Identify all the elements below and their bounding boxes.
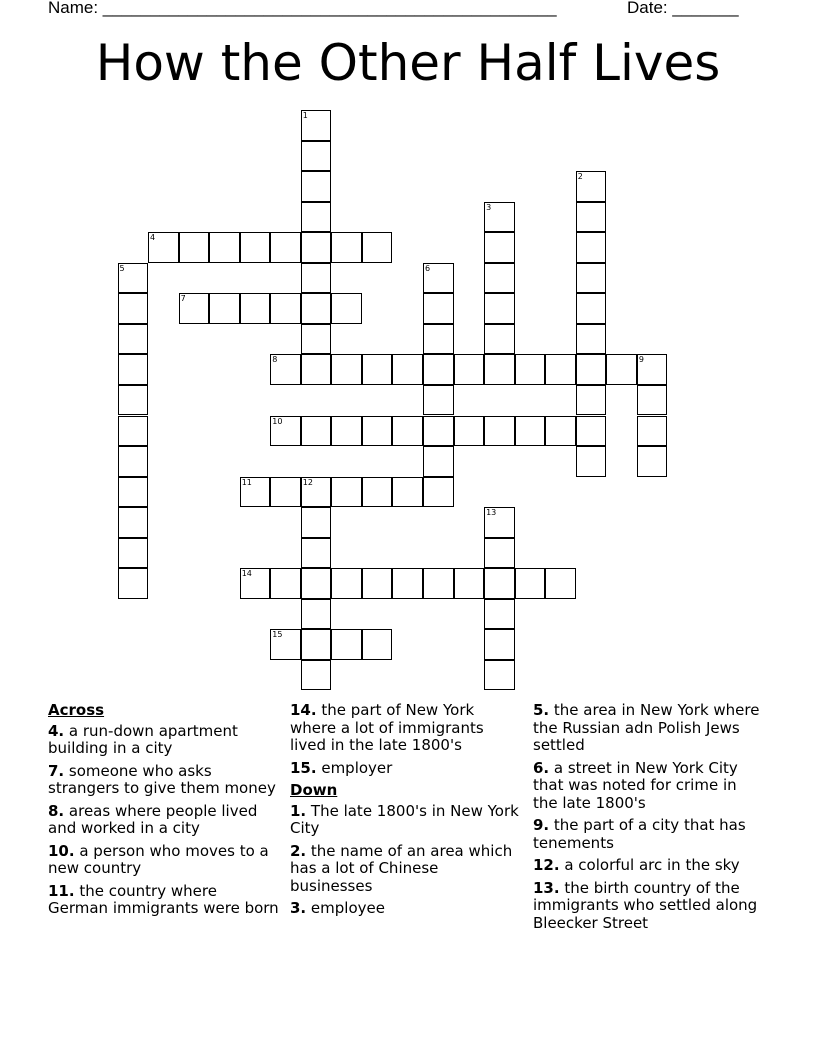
grid-cell[interactable] <box>301 232 332 263</box>
clue-column-1 <box>48 702 280 923</box>
grid-cell[interactable] <box>545 416 576 447</box>
grid-cell[interactable] <box>576 293 607 324</box>
grid-cell[interactable] <box>454 354 485 385</box>
clue-text: a person who moves to a new country <box>48 841 269 877</box>
grid-cell[interactable] <box>484 263 515 294</box>
name-field[interactable]: Name: ________________________________________________ <box>48 0 557 17</box>
clue-down-12 <box>533 857 765 875</box>
grid-cell[interactable] <box>118 324 149 355</box>
grid-cell[interactable] <box>118 385 149 416</box>
clue-across-14 <box>290 702 522 755</box>
grid-cell[interactable] <box>240 293 271 324</box>
grid-cell[interactable] <box>301 263 332 294</box>
grid-cell[interactable] <box>576 446 607 477</box>
grid-cell[interactable] <box>454 568 485 599</box>
clue-across-4 <box>48 723 280 758</box>
grid-cell[interactable] <box>301 660 332 691</box>
grid-cell[interactable] <box>270 568 301 599</box>
clue-number-1: 1 <box>302 111 308 120</box>
grid-cell[interactable] <box>362 568 393 599</box>
grid-cell[interactable] <box>392 477 423 508</box>
clue-number-10: 10 <box>272 416 283 426</box>
clue-number-9: 9 <box>638 355 644 365</box>
grid-cell[interactable] <box>484 629 515 660</box>
clue-number: 4. <box>48 721 65 740</box>
grid-cell[interactable] <box>423 385 454 416</box>
grid-cell[interactable] <box>270 293 301 324</box>
clue-down-5 <box>533 702 765 755</box>
grid-cell[interactable] <box>392 568 423 599</box>
grid-cell[interactable] <box>484 354 515 385</box>
clue-number: 12. <box>533 856 560 874</box>
clue-number: 5. <box>533 701 550 719</box>
clue-down-6 <box>533 760 765 813</box>
clue-across-7 <box>48 763 280 798</box>
grid-cell[interactable] <box>637 385 668 416</box>
grid-cell[interactable] <box>545 568 576 599</box>
grid-cell[interactable] <box>392 416 423 447</box>
grid-cell[interactable] <box>301 171 332 202</box>
grid-cell[interactable] <box>576 416 607 447</box>
clue-text: a run-down apartment building in a city <box>48 721 238 757</box>
grid-cell[interactable] <box>423 416 454 447</box>
grid-cell[interactable] <box>331 293 362 324</box>
grid-cell[interactable] <box>301 507 332 538</box>
grid-cell[interactable] <box>576 324 607 355</box>
grid-cell[interactable] <box>423 324 454 355</box>
clue-text: employee <box>306 899 385 917</box>
clue-number-6: 6 <box>425 263 431 273</box>
clue-text: the name of an area which has a lot of Chinese businesses <box>290 841 513 895</box>
grid-cell[interactable] <box>515 416 546 447</box>
grid-cell[interactable] <box>515 354 546 385</box>
grid-cell[interactable] <box>118 568 149 599</box>
clue-text: a colorful arc in the sky <box>559 856 740 874</box>
grid-cell[interactable] <box>118 538 149 569</box>
clue-column-3 <box>533 702 765 937</box>
clue-column-2 <box>290 702 522 923</box>
grid-cell[interactable] <box>270 232 301 263</box>
grid-cell[interactable] <box>331 232 362 263</box>
clue-number-2: 2 <box>577 172 583 182</box>
grid-cell[interactable] <box>392 354 423 385</box>
grid-cell[interactable] <box>362 232 393 263</box>
grid-cell[interactable] <box>301 538 332 569</box>
clue-number-11: 11 <box>241 477 252 487</box>
grid-cell[interactable] <box>270 477 301 508</box>
grid-cell[interactable] <box>484 660 515 691</box>
clue-number: 14. <box>290 701 317 719</box>
grid-cell[interactable] <box>606 354 637 385</box>
grid-cell[interactable] <box>209 293 240 324</box>
grid-cell[interactable] <box>331 477 362 508</box>
clue-across-8 <box>48 803 280 838</box>
grid-cell[interactable] <box>423 293 454 324</box>
grid-cell[interactable] <box>423 446 454 477</box>
grid-cell[interactable] <box>576 354 607 385</box>
grid-cell[interactable] <box>301 354 332 385</box>
grid-cell[interactable] <box>484 232 515 263</box>
grid-cell[interactable] <box>637 416 668 447</box>
clue-number-5: 5 <box>119 263 125 273</box>
grid-cell[interactable] <box>576 385 607 416</box>
clue-across-10 <box>48 843 280 878</box>
clue-down-9 <box>533 817 765 852</box>
clue-number-12: 12 <box>302 477 313 487</box>
grid-cell[interactable] <box>118 293 149 324</box>
grid-cell[interactable] <box>423 568 454 599</box>
grid-cell[interactable] <box>301 324 332 355</box>
grid-cell[interactable] <box>362 416 393 447</box>
clue-down-13 <box>533 880 765 933</box>
clue-down-1 <box>290 803 522 838</box>
clue-number-13: 13 <box>486 508 497 518</box>
grid-cell[interactable] <box>545 354 576 385</box>
clue-number: 3. <box>290 899 307 917</box>
clue-number: 9. <box>533 816 550 834</box>
page-title: How the Other Half Lives <box>95 34 721 92</box>
grid-cell[interactable] <box>118 446 149 477</box>
grid-cell[interactable] <box>240 232 271 263</box>
grid-cell[interactable] <box>301 599 332 630</box>
clue-text: someone who asks strangers to give them money <box>48 761 276 797</box>
clue-across-15 <box>290 760 522 778</box>
grid-cell[interactable] <box>331 416 362 447</box>
grid-cell[interactable] <box>484 538 515 569</box>
clue-number-8: 8 <box>272 355 278 365</box>
grid-cell[interactable] <box>301 629 332 660</box>
clue-text: the part of New York where a lot of immigrants lived in the late 1800's <box>290 701 484 754</box>
clue-text: the country where German immigrants were born <box>48 881 279 917</box>
clue-number-4: 4 <box>150 233 156 243</box>
clue-number: 6. <box>533 758 550 777</box>
grid-cell[interactable] <box>301 202 332 233</box>
grid-cell[interactable] <box>301 141 332 172</box>
clue-number-3: 3 <box>486 202 492 212</box>
down-heading: Down <box>290 781 338 799</box>
clue-across-11 <box>48 883 280 918</box>
clue-text: the part of a city that has tenements <box>533 816 746 852</box>
grid-cell[interactable] <box>576 232 607 263</box>
grid-cell[interactable] <box>637 446 668 477</box>
grid-cell[interactable] <box>209 232 240 263</box>
grid-cell[interactable] <box>484 324 515 355</box>
grid-cell[interactable] <box>576 263 607 294</box>
clue-number-7: 7 <box>180 294 186 304</box>
grid-cell[interactable] <box>118 354 149 385</box>
grid-cell[interactable] <box>362 629 393 660</box>
clue-down-2 <box>290 843 522 896</box>
clue-text: employer <box>316 758 393 777</box>
clue-number: 7. <box>48 761 65 780</box>
grid-cell[interactable] <box>515 568 546 599</box>
clue-number: 2. <box>290 841 307 860</box>
grid-cell[interactable] <box>301 416 332 447</box>
grid-cell[interactable] <box>331 629 362 660</box>
grid-cell[interactable] <box>484 416 515 447</box>
grid-cell[interactable] <box>454 416 485 447</box>
grid-cell[interactable] <box>118 416 149 447</box>
grid-cell[interactable] <box>484 568 515 599</box>
grid-cell[interactable] <box>331 568 362 599</box>
clue-number-14: 14 <box>241 569 252 579</box>
grid-cell[interactable] <box>118 477 149 508</box>
clue-text: the area in New York where the Russian adn Polish Jews settled <box>533 701 760 754</box>
grid-cell[interactable] <box>362 477 393 508</box>
clue-number-15: 15 <box>272 630 283 640</box>
clue-number: 10. <box>48 841 75 860</box>
clue-number: 1. <box>290 801 307 820</box>
clue-number: 11. <box>48 881 75 900</box>
grid-cell[interactable] <box>576 202 607 233</box>
grid-cell[interactable] <box>301 293 332 324</box>
grid-cell[interactable] <box>118 507 149 538</box>
clue-number: 15. <box>290 758 317 777</box>
clue-text: areas where people lived and worked in a city <box>48 801 258 837</box>
grid-cell[interactable] <box>484 293 515 324</box>
grid-cell[interactable] <box>362 354 393 385</box>
grid-cell[interactable] <box>423 354 454 385</box>
clue-text: the birth country of the immigrants who settled along Bleecker Street <box>533 878 758 932</box>
clue-number: 8. <box>48 801 65 820</box>
across-heading: Across <box>48 701 105 719</box>
grid-cell[interactable] <box>484 599 515 630</box>
grid-cell[interactable] <box>301 568 332 599</box>
clue-number: 13. <box>533 878 560 897</box>
date-field[interactable]: Date: _______ <box>627 0 739 17</box>
grid-cell[interactable] <box>179 232 210 263</box>
clue-text: a street in New York City that was noted for crime in the late 1800's <box>533 758 738 812</box>
grid-cell[interactable] <box>423 477 454 508</box>
clue-text: The late 1800's in New York City <box>290 801 519 837</box>
clue-down-3 <box>290 900 522 918</box>
grid-cell[interactable] <box>331 354 362 385</box>
